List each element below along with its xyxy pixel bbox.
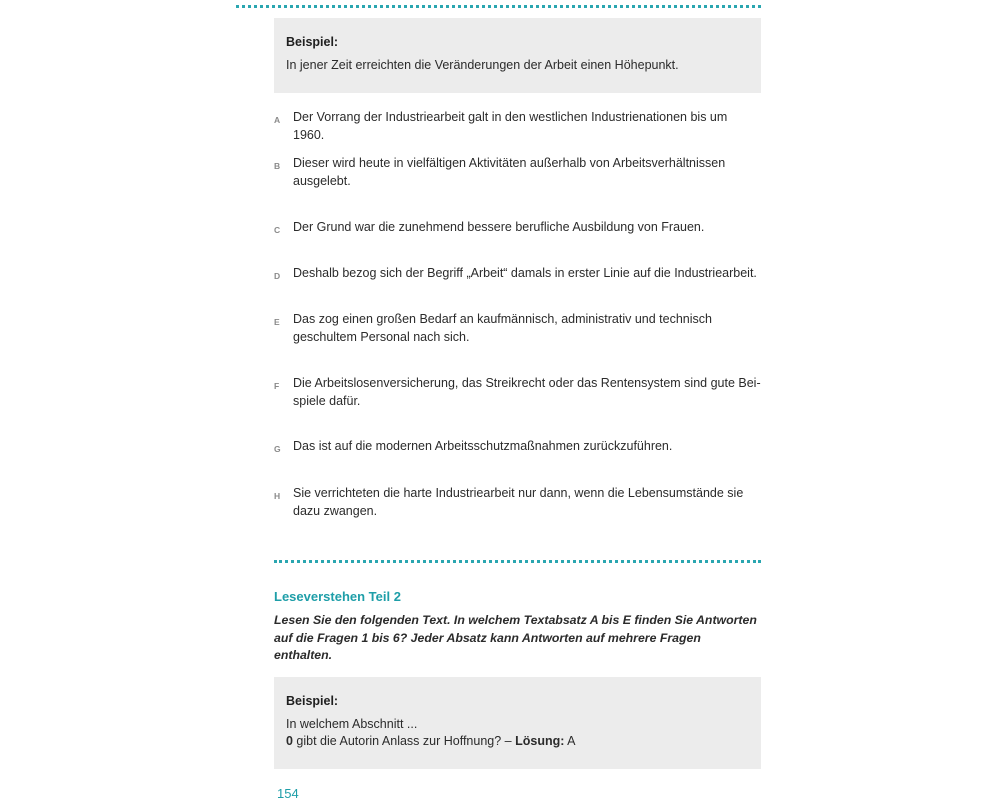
answer-option-c (274, 219, 761, 237)
option-text: Deshalb bezog sich der Begriff „Arbeit“ damals in erster Linie auf die Industriearbeit. (293, 266, 757, 280)
option-text: Die Arbeitslosenversicherung, das Streikrecht oder das Rentensystem sind gute Beispiele dafür. (293, 376, 761, 408)
answer-option-g (274, 438, 761, 456)
option-text: Dieser wird heute in vielfältigen Aktivitäten außerhalb von Arbeitsverhältnissen ausgelebt. (293, 156, 726, 188)
example-text: In jener Zeit erreichten die Veränderungen der Arbeit einen Höhepunkt. (286, 58, 679, 72)
option-letter: E (274, 317, 280, 327)
solution-label: Lösung: (515, 734, 565, 748)
answer-option-f (274, 375, 761, 410)
option-text: Das ist auf die modernen Arbeitsschutzmaßnahmen zurückzuführen. (293, 439, 673, 453)
answer-option-b (274, 155, 761, 190)
option-letter: G (274, 444, 281, 454)
answer-option-a (274, 109, 761, 144)
option-letter: B (274, 161, 281, 171)
answer-option-d (274, 265, 761, 283)
example-line-2 (286, 733, 749, 750)
page-number: 154 (277, 786, 299, 801)
example-label: Beispiel: (286, 35, 339, 49)
option-letter: C (274, 225, 281, 235)
option-letter: A (274, 115, 281, 125)
option-letter: F (274, 381, 280, 391)
option-letter: D (274, 271, 281, 281)
example-box-1 (274, 18, 761, 93)
section-instructions: Lesen Sie den folgenden Text. In welchem Textabsatz A bis E finden Sie Antworten auf die Fragen 1 bis 6? Jeder Absatz kann Antworten auf mehrere Fragen enthalten. (274, 613, 757, 662)
option-letter: H (274, 491, 281, 501)
answer-option-h (274, 485, 761, 520)
answer-option-e (274, 311, 761, 346)
option-text: Der Vorrang der Industriearbeit galt in den westlichen Industrienationen bis um 1960. (293, 110, 728, 142)
example-box-2 (274, 677, 761, 769)
question-text: gibt die Autorin Anlass zur Hoffnung? – (292, 734, 516, 748)
example-label: Beispiel: (286, 694, 339, 708)
dotted-divider-section (274, 560, 761, 563)
section-title: Leseverstehen Teil 2 (274, 589, 401, 604)
option-text: Das zog einen großen Bedarf an kaufmännisch, administrativ und technisch geschultem Personal nach sich. (293, 312, 712, 344)
question-number: 0 (286, 734, 293, 748)
solution-value: A (564, 734, 576, 748)
example-line-1: In welchem Abschnitt ... (286, 717, 418, 731)
option-text: Der Grund war die zunehmend bessere berufliche Ausbildung von Frauen. (293, 220, 705, 234)
option-text: Sie verrichteten die harte Industriearbeit nur dann, wenn die Lebensumstände sie dazu zwangen. (293, 486, 744, 518)
dotted-divider-top (236, 5, 761, 8)
